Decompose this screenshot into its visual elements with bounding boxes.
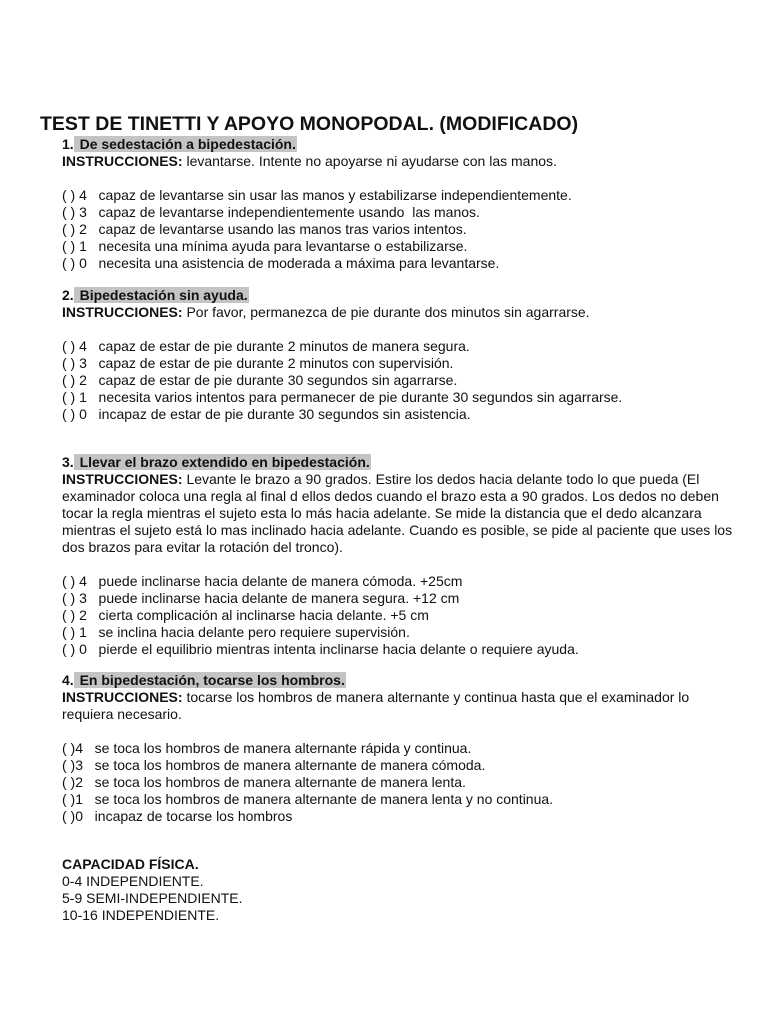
option-list [62,187,734,272]
section-heading [62,672,734,689]
section-number: 4. [62,672,74,688]
instructions-label: INSTRUCCIONES: [62,153,183,169]
section-heading [62,136,734,153]
capacity-line: 5-9 SEMI-INDEPENDIENTE. [62,890,243,906]
section-title: De sedestación a bipedestación. [75,136,296,152]
section-instructions [62,304,734,321]
option-3: ( ) 3 puede inclinarse hacia delante de manera segura. +12 cm [62,590,460,606]
option-3: ( ) 3 capaz de levantarse independientemente usando las manos. [62,204,480,220]
section-heading [62,454,734,471]
instructions-label: INSTRUCCIONES: [62,304,183,320]
section-1 [62,136,734,272]
instructions-text: Por favor, permanezca de pie durante dos minutos sin agarrarse. [186,304,590,320]
option-0: ( ) 0 necesita una asistencia de moderada a máxima para levantarse. [62,255,500,271]
option-1: ( ) 1 necesita una mínima ayuda para levantarse o estabilizarse. [62,238,468,254]
capacity-block [62,856,242,924]
section-title: Bipedestación sin ayuda. [75,287,248,303]
option-0: ( ) 0 pierde el equilibrio mientras intenta inclinarse hacia delante o requiere ayuda. [62,641,579,657]
capacity-line: 10-16 INDEPENDIENTE. [62,907,220,923]
option-0: ( ) 0 incapaz de estar de pie durante 30 segundos sin asistencia. [62,406,471,422]
section-number: 1. [62,136,74,152]
capacity-line: 0-4 INDEPENDIENTE. [62,873,204,889]
section-number: 2. [62,287,74,303]
instructions-text: Levante le brazo a 90 grados. Estire los dedos hacia delante todo lo que pueda (El examinador coloca una regla al final d ellos dedos cuando el brazo esta a 90 grados. Los dedos no deben tocar la regla mientras el sujeto esta lo más hacia adelante. Se mide la distancia que el dedo alcanzara mientras el sujeto está lo mas inclinado hacia adelante. Cuando es posible, se pide al paciente que uses los dos brazos para evitar la rotación del tronco). [62,471,733,555]
option-4: ( ) 4 capaz de levantarse sin usar las manos y estabilizarse independientemente. [62,187,572,203]
instructions-text: levantarse. Intente no apoyarse ni ayudarse con las manos. [186,153,557,169]
option-2: ( ) 2 cierta complicación al inclinarse hacia delante. +5 cm [62,607,429,623]
option-list [62,338,734,423]
section-instructions [62,689,734,723]
option-4: ( ) 4 capaz de estar de pie durante 2 minutos de manera segura. [62,338,470,354]
option-2: ( )2 se toca los hombros de manera alternante de manera lenta. [62,774,466,790]
option-4: ( ) 4 puede inclinarse hacia delante de manera cómoda. +25cm [62,573,463,589]
option-4: ( )4 se toca los hombros de manera alternante rápida y continua. [62,740,472,756]
section-4 [62,672,734,825]
option-2: ( ) 2 capaz de levantarse usando las manos tras varios intentos. [62,221,467,237]
section-instructions [62,153,734,170]
option-1: ( ) 1 necesita varios intentos para permanecer de pie durante 30 segundos sin agarrarse. [62,389,623,405]
option-list [62,740,734,825]
section-3 [62,454,734,658]
section-2 [62,287,734,423]
option-1: ( )1 se toca los hombros de manera alternante de manera lenta y no continua. [62,791,554,807]
instructions-text: tocarse los hombros de manera alternante y continua hasta que el examinador lo requiera necesario. [62,689,690,722]
option-list [62,573,734,658]
instructions-label: INSTRUCCIONES: [62,471,183,487]
page-title: TEST DE TINETTI Y APOYO MONOPODAL. (MODIFICADO) [40,113,579,135]
section-title: Llevar el brazo extendido en bipedestación. [75,454,370,470]
instructions-label: INSTRUCCIONES: [62,689,183,705]
section-title: En bipedestación, tocarse los hombros. [75,672,345,688]
option-0: ( )0 incapaz de tocarse los hombros [62,808,293,824]
option-1: ( ) 1 se inclina hacia delante pero requiere supervisión. [62,624,410,640]
capacity-title: CAPACIDAD FÍSICA. [62,856,199,872]
section-heading [62,287,734,304]
section-number: 3. [62,454,74,470]
option-3: ( )3 se toca los hombros de manera alternante de manera cómoda. [62,757,486,773]
option-2: ( ) 2 capaz de estar de pie durante 30 segundos sin agarrarse. [62,372,458,388]
section-instructions [62,471,734,556]
option-3: ( ) 3 capaz de estar de pie durante 2 minutos con supervisión. [62,355,454,371]
